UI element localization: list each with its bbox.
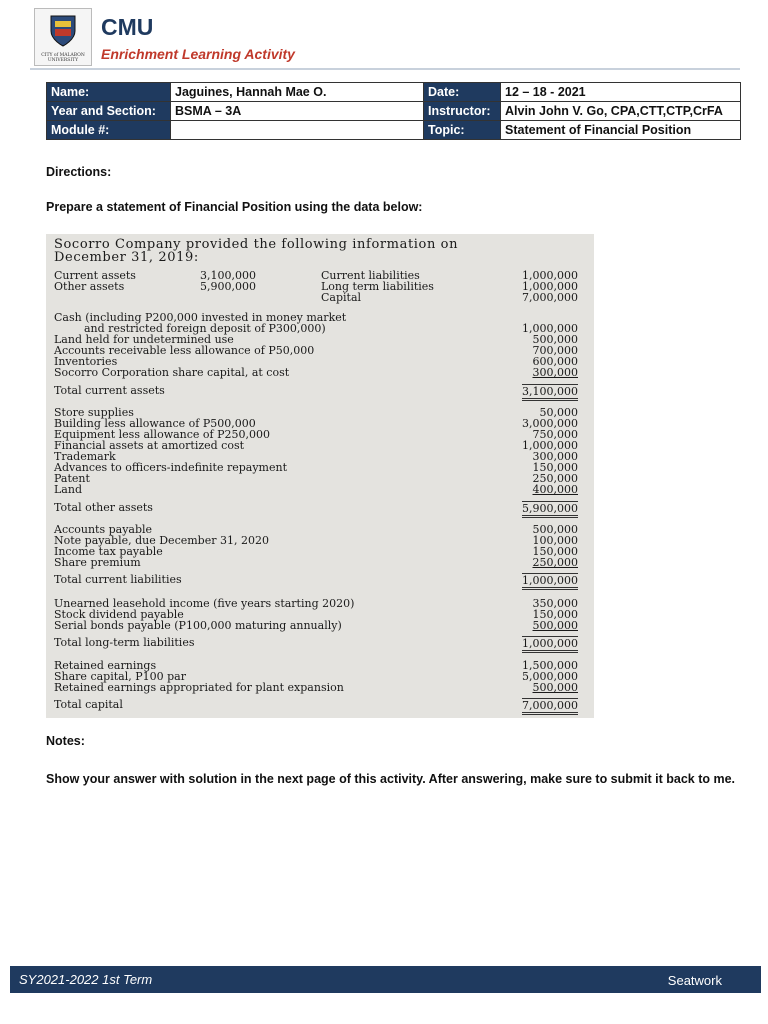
footer-bar — [10, 966, 761, 993]
summary-value: 7,000,000 — [522, 291, 578, 304]
line-item-value: 600,000 — [532, 355, 578, 368]
notes-heading: Notes: — [46, 734, 85, 748]
line-item-value: 1,000,000 — [522, 439, 578, 452]
line-item-label: Land held for undetermined use — [54, 333, 234, 346]
line-item-label: Advances to officers-indefinite repayment — [54, 461, 287, 474]
year-section-value: BSMA – 3A — [171, 102, 424, 121]
line-item-label: Serial bonds payable (P100,000 maturing annually) — [54, 619, 342, 632]
directions-text: Prepare a statement of Financial Position using the data below: — [46, 200, 423, 214]
line-item-value: 150,000 — [532, 608, 578, 621]
university-logo — [34, 8, 92, 66]
name-value: Jaguines, Hannah Mae O. — [171, 83, 424, 102]
total-label: Total current liabilities — [54, 573, 182, 586]
line-item-label: Socorro Corporation share capital, at cost — [54, 366, 290, 379]
line-item-value: 700,000 — [532, 344, 578, 357]
line-item-label: and restricted foreign deposit of P300,000) — [84, 322, 326, 335]
logo-caption: CITY of MALABON UNIVERSITY — [41, 53, 85, 63]
shield-icon — [48, 13, 78, 49]
line-item-label: Accounts payable — [54, 523, 153, 536]
line-item-value: 500,000 — [532, 619, 578, 632]
header-divider — [30, 68, 740, 70]
line-item-value: 750,000 — [532, 428, 578, 441]
line-item-value: 150,000 — [532, 461, 578, 474]
total-label: Total capital — [54, 698, 123, 711]
line-item-label: Stock dividend payable — [54, 608, 184, 621]
topic-label: Topic: — [424, 121, 501, 140]
module-label: Module #: — [47, 121, 171, 140]
total-value: 7,000,000 — [522, 698, 578, 715]
line-item-value: 350,000 — [532, 597, 578, 610]
line-item-label: Store supplies — [54, 406, 134, 419]
line-item-label: Accounts receivable less allowance of P50,000 — [54, 344, 315, 357]
summary-value: 5,900,000 — [200, 280, 256, 293]
instructor-value: Alvin John V. Go, CPA,CTT,CTP,CrFA — [501, 102, 741, 121]
summary-value: 1,000,000 — [522, 269, 578, 282]
table-row — [47, 83, 741, 102]
total-label: Total other assets — [54, 501, 153, 514]
line-item-value: 150,000 — [532, 545, 578, 558]
summary-value: 3,100,000 — [200, 269, 256, 282]
line-item-value: 3,000,000 — [522, 417, 578, 430]
line-item-value: 500,000 — [532, 523, 578, 536]
instructor-label: Instructor: — [424, 102, 501, 121]
line-item-label: Equipment less allowance of P250,000 — [54, 428, 270, 441]
line-item-label: Retained earnings appropriated for plant expansion — [54, 681, 344, 694]
line-item-value: 500,000 — [532, 333, 578, 346]
total-label: Total current assets — [54, 384, 165, 397]
line-item-label: Patent — [54, 472, 90, 485]
summary-label: Other assets — [54, 280, 125, 293]
name-label: Name: — [47, 83, 171, 102]
problem-scan — [46, 234, 594, 718]
total-value: 5,900,000 — [522, 501, 578, 518]
total-value: 3,100,000 — [522, 384, 578, 401]
page-subtitle: Enrichment Learning Activity — [101, 46, 295, 62]
summary-label: Current assets — [54, 269, 136, 282]
line-item-value: 300,000 — [532, 450, 578, 463]
year-section-label: Year and Section: — [47, 102, 171, 121]
line-item-label: Income tax payable — [54, 545, 163, 558]
line-item-label: Unearned leasehold income (five years starting 2020) — [54, 597, 355, 610]
line-item-label: Cash (including P200,000 invested in money market — [54, 311, 347, 324]
intro-line: Socorro Company provided the following information on — [54, 237, 459, 252]
summary-label: Long term liabilities — [321, 280, 434, 293]
total-value: 1,000,000 — [522, 636, 578, 653]
line-item-value: 500,000 — [532, 681, 578, 694]
line-item-value: 1,500,000 — [522, 659, 578, 672]
line-item-label: Land — [54, 483, 82, 496]
line-item-label: Trademark — [54, 450, 116, 463]
table-row — [47, 121, 741, 140]
intro-line: December 31, 2019: — [54, 250, 199, 265]
line-item-label: Financial assets at amortized cost — [54, 439, 245, 452]
topic-value: Statement of Financial Position — [501, 121, 741, 140]
line-item-label: Share premium — [54, 556, 141, 569]
line-item-value: 250,000 — [532, 556, 578, 569]
line-item-value: 100,000 — [532, 534, 578, 547]
line-item-label: Share capital, P100 par — [54, 670, 186, 683]
summary-value: 1,000,000 — [522, 280, 578, 293]
total-label: Total long-term liabilities — [54, 636, 195, 649]
date-value: 12 – 18 - 2021 — [501, 83, 741, 102]
line-item-label: Inventories — [54, 355, 118, 368]
total-value: 1,000,000 — [522, 573, 578, 590]
line-item-value: 400,000 — [532, 483, 578, 496]
line-item-value: 300,000 — [532, 366, 578, 379]
line-item-value: 50,000 — [539, 406, 578, 419]
line-item-label: Note payable, due December 31, 2020 — [54, 534, 269, 547]
table-row — [47, 102, 741, 121]
line-item-value: 1,000,000 — [522, 322, 578, 335]
line-item-value: 5,000,000 — [522, 670, 578, 683]
student-info-table — [46, 82, 741, 140]
notes-text: Show your answer with solution in the next page of this activity. After answering, make sure to submit it back to me. — [46, 772, 736, 786]
page-title: CMU — [101, 14, 154, 40]
date-label: Date: — [424, 83, 501, 102]
footer-activity-type: Seatwork — [667, 973, 722, 988]
summary-label: Capital — [321, 291, 362, 304]
summary-label: Current liabilities — [321, 269, 420, 282]
line-item-value: 250,000 — [532, 472, 578, 485]
module-value — [171, 121, 424, 140]
line-item-label: Retained earnings — [54, 659, 157, 672]
directions-heading: Directions: — [46, 165, 112, 179]
footer-term: SY2021-2022 1st Term — [19, 972, 153, 987]
line-item-label: Building less allowance of P500,000 — [54, 417, 256, 430]
